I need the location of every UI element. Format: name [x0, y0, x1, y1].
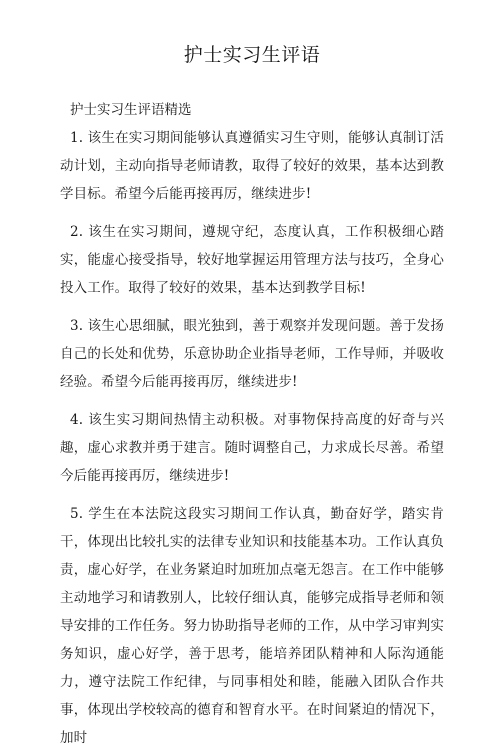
paragraph-3: 3. 该生心思细腻，眼光独到，善于观察并发现问题。善于发扬自己的长处和优势，乐意协助企业指导老师，工作导师，并吸收经验。希望今后能再接再厉，继续进步!	[60, 318, 444, 390]
paragraph-2: 2. 该生在实习期间，遵规守纪，态度认真，工作积极细心踏实，能虚心接受指导，较好地掌握运用管理方法与技巧，全身心投入工作。取得了较好的效果，基本达到教学目标!	[60, 224, 444, 296]
section-subtitle: 护士实习生评语精选	[70, 102, 192, 118]
page-title: 护士实习生评语	[183, 44, 321, 66]
paragraph-1: 1. 该生在实习期间能够认真遵循实习生守则，能够认真制订活动计划，主动向指导老师请教，取得了较好的效果，基本达到教学目标。希望今后能再接再厉，继续进步!	[60, 130, 444, 202]
paragraph-5: 5. 学生在本法院这段实习期间工作认真，勤奋好学，踏实肯干，体现出比较扎实的法律专业知识和技能基本功。工作认真负责，虚心好学，在业务紧迫时加班加点毫无怨言。在工作中能够主动地学习和请教别人，比较仔细认真，能够完成指导老师和领导安排的工作任务。努力协助指导老师的工作，从中学习审判实务知识，虚心好学，善于思考，能培养团队精神和人际沟通能力，遵守法院工作纪律，与同事相处和睦，能融入团队合作共事，体现出学校较高的德育和智育水平。在时间紧迫的情况下，加时	[60, 506, 444, 746]
paragraph-4: 4. 该生实习期间热情主动积极。对事物保持高度的好奇与兴趣，虚心求教并勇于建言。随时调整自己，力求成长尽善。希望今后能再接再厉，继续进步!	[60, 412, 444, 484]
